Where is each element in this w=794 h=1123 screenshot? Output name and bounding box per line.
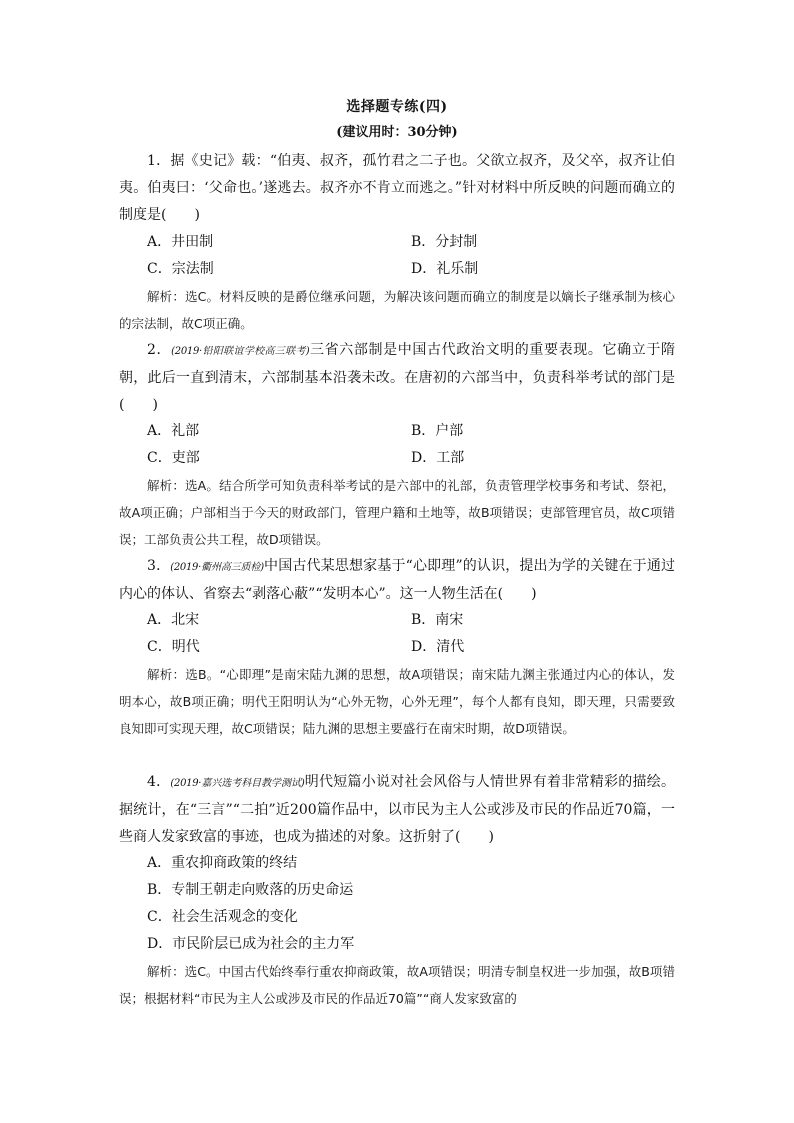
question-number: 4． (147, 774, 171, 790)
options-grid (119, 607, 675, 661)
analysis-text: 选B。“心即理”是南宋陆九渊的思想，故A项错误；南宋陆九渊主张通过内心的体认，发明本心，故B项正确；明代王阳明认为“心外无物，心外无理”，每个人都有良知，即天理，只需要致良知即可实现天理，故C项错误；陆九渊的思想主要盛行在南宋时期，故D项错误。 (119, 667, 675, 736)
question-number: 3． (147, 558, 171, 574)
analysis-text: 选C。材料反映的是爵位继承问题，为解决该问题而确立的制度是以嫡长子继承制为核心的宗法制，故C项正确。 (119, 289, 675, 331)
analysis-text: 选A。结合所学可知负责科举考试的是六部中的礼部，负责管理学校事务和考试、祭祀，故A项正确；户部相当于今天的财政部门，管理户籍和土地等，故B项错误；吏部管理官员，故C项错误；工部负责公共工程，故D项错误。 (119, 478, 675, 547)
question-source: (2019·嘉兴选考科目教学测试) (170, 778, 305, 789)
question-number: 2． (147, 342, 172, 358)
question-text: 三省六部制是中国古代政治文明的重要表现。它确立于隋朝，此后一直到清末，六部制基本沿袭未改。在唐初的六部当中，负责科举考试的部门是( ) (119, 342, 675, 413)
option-d: D．礼乐制 (411, 261, 479, 277)
analysis-label: 解析： (147, 964, 185, 979)
option-d: D．市民阶层已成为社会的主力军 (147, 936, 355, 952)
options-grid (119, 229, 675, 283)
analysis-label: 解析： (147, 478, 186, 493)
option-a: A．重农抑商政策的终结 (147, 855, 298, 871)
question-1 (119, 148, 675, 337)
answer-analysis (119, 661, 675, 769)
analysis-label: 解析： (147, 289, 185, 304)
option-b: B．户部 (411, 423, 464, 439)
option-c: C．社会生活观念的变化 (147, 909, 298, 925)
option-d: D．清代 (411, 639, 465, 655)
analysis-label: 解析： (147, 667, 186, 682)
option-a: A．北宋 (147, 612, 200, 628)
option-c: C．吏部 (147, 450, 200, 466)
option-a: A．井田制 (147, 234, 214, 250)
question-2 (119, 337, 675, 553)
answer-analysis (119, 472, 675, 553)
options-list (119, 850, 675, 958)
option-c: C．宗法制 (147, 261, 214, 277)
question-stem (119, 148, 675, 229)
question-stem (119, 337, 675, 418)
option-c: C．明代 (147, 639, 200, 655)
question-stem (119, 553, 675, 607)
option-a: A．礼部 (147, 423, 200, 439)
question-stem (119, 769, 675, 850)
question-3 (119, 553, 675, 769)
answer-analysis (119, 958, 675, 1039)
option-d: D．工部 (411, 450, 465, 466)
page-title: 选择题专练(四) (346, 99, 448, 115)
question-source: (2019·衢州高三质检) (170, 562, 264, 573)
question-list (119, 148, 675, 1039)
analysis-text: 选C。中国古代始终奉行重农抑商政策，故A项错误；明清专制皇权进一步加强，故B项错误；根据材料“市民为主人公或涉及市民的作品近70篇”“商人发家致富的 (119, 964, 675, 1006)
options-grid (119, 418, 675, 472)
option-b: B．分封制 (411, 234, 478, 250)
question-number: 1． (147, 153, 171, 169)
question-text: 据《史记》载：“伯夷、叔齐，孤竹君之二子也。父欲立叔齐，及父卒，叔齐让伯夷。伯夷曰：‘父命也。’遂逃去。叔齐亦不肯立而逃之。”针对材料中所反映的问题而确立的制度是( ) (119, 153, 675, 223)
question-source: (2019·铅阳联谊学校高三联考) (171, 346, 310, 357)
question-4 (119, 769, 675, 1039)
page-subtitle: (建议用时：30分钟) (336, 125, 458, 140)
question-text: 明代短篇小说对社会风俗与人情世界有着非常精彩的描绘。据统计，在“三言”“二拍”近200篇作品中，以市民为主人公或涉及市民的作品近70篇，一些商人发家致富的事迹，也成为描述的对象。这折射了( ) (119, 774, 675, 845)
option-b: B．专制王朝走向败落的历史命运 (147, 882, 354, 898)
question-text: 中国古代某思想家基于“心即理”的认识，提出为学的关键在于通过内心的体认、省察去“剥落心蔽”“发明本心”。这一人物生活在( ) (119, 558, 675, 602)
option-b: B．南宋 (411, 612, 464, 628)
answer-analysis (119, 283, 675, 337)
